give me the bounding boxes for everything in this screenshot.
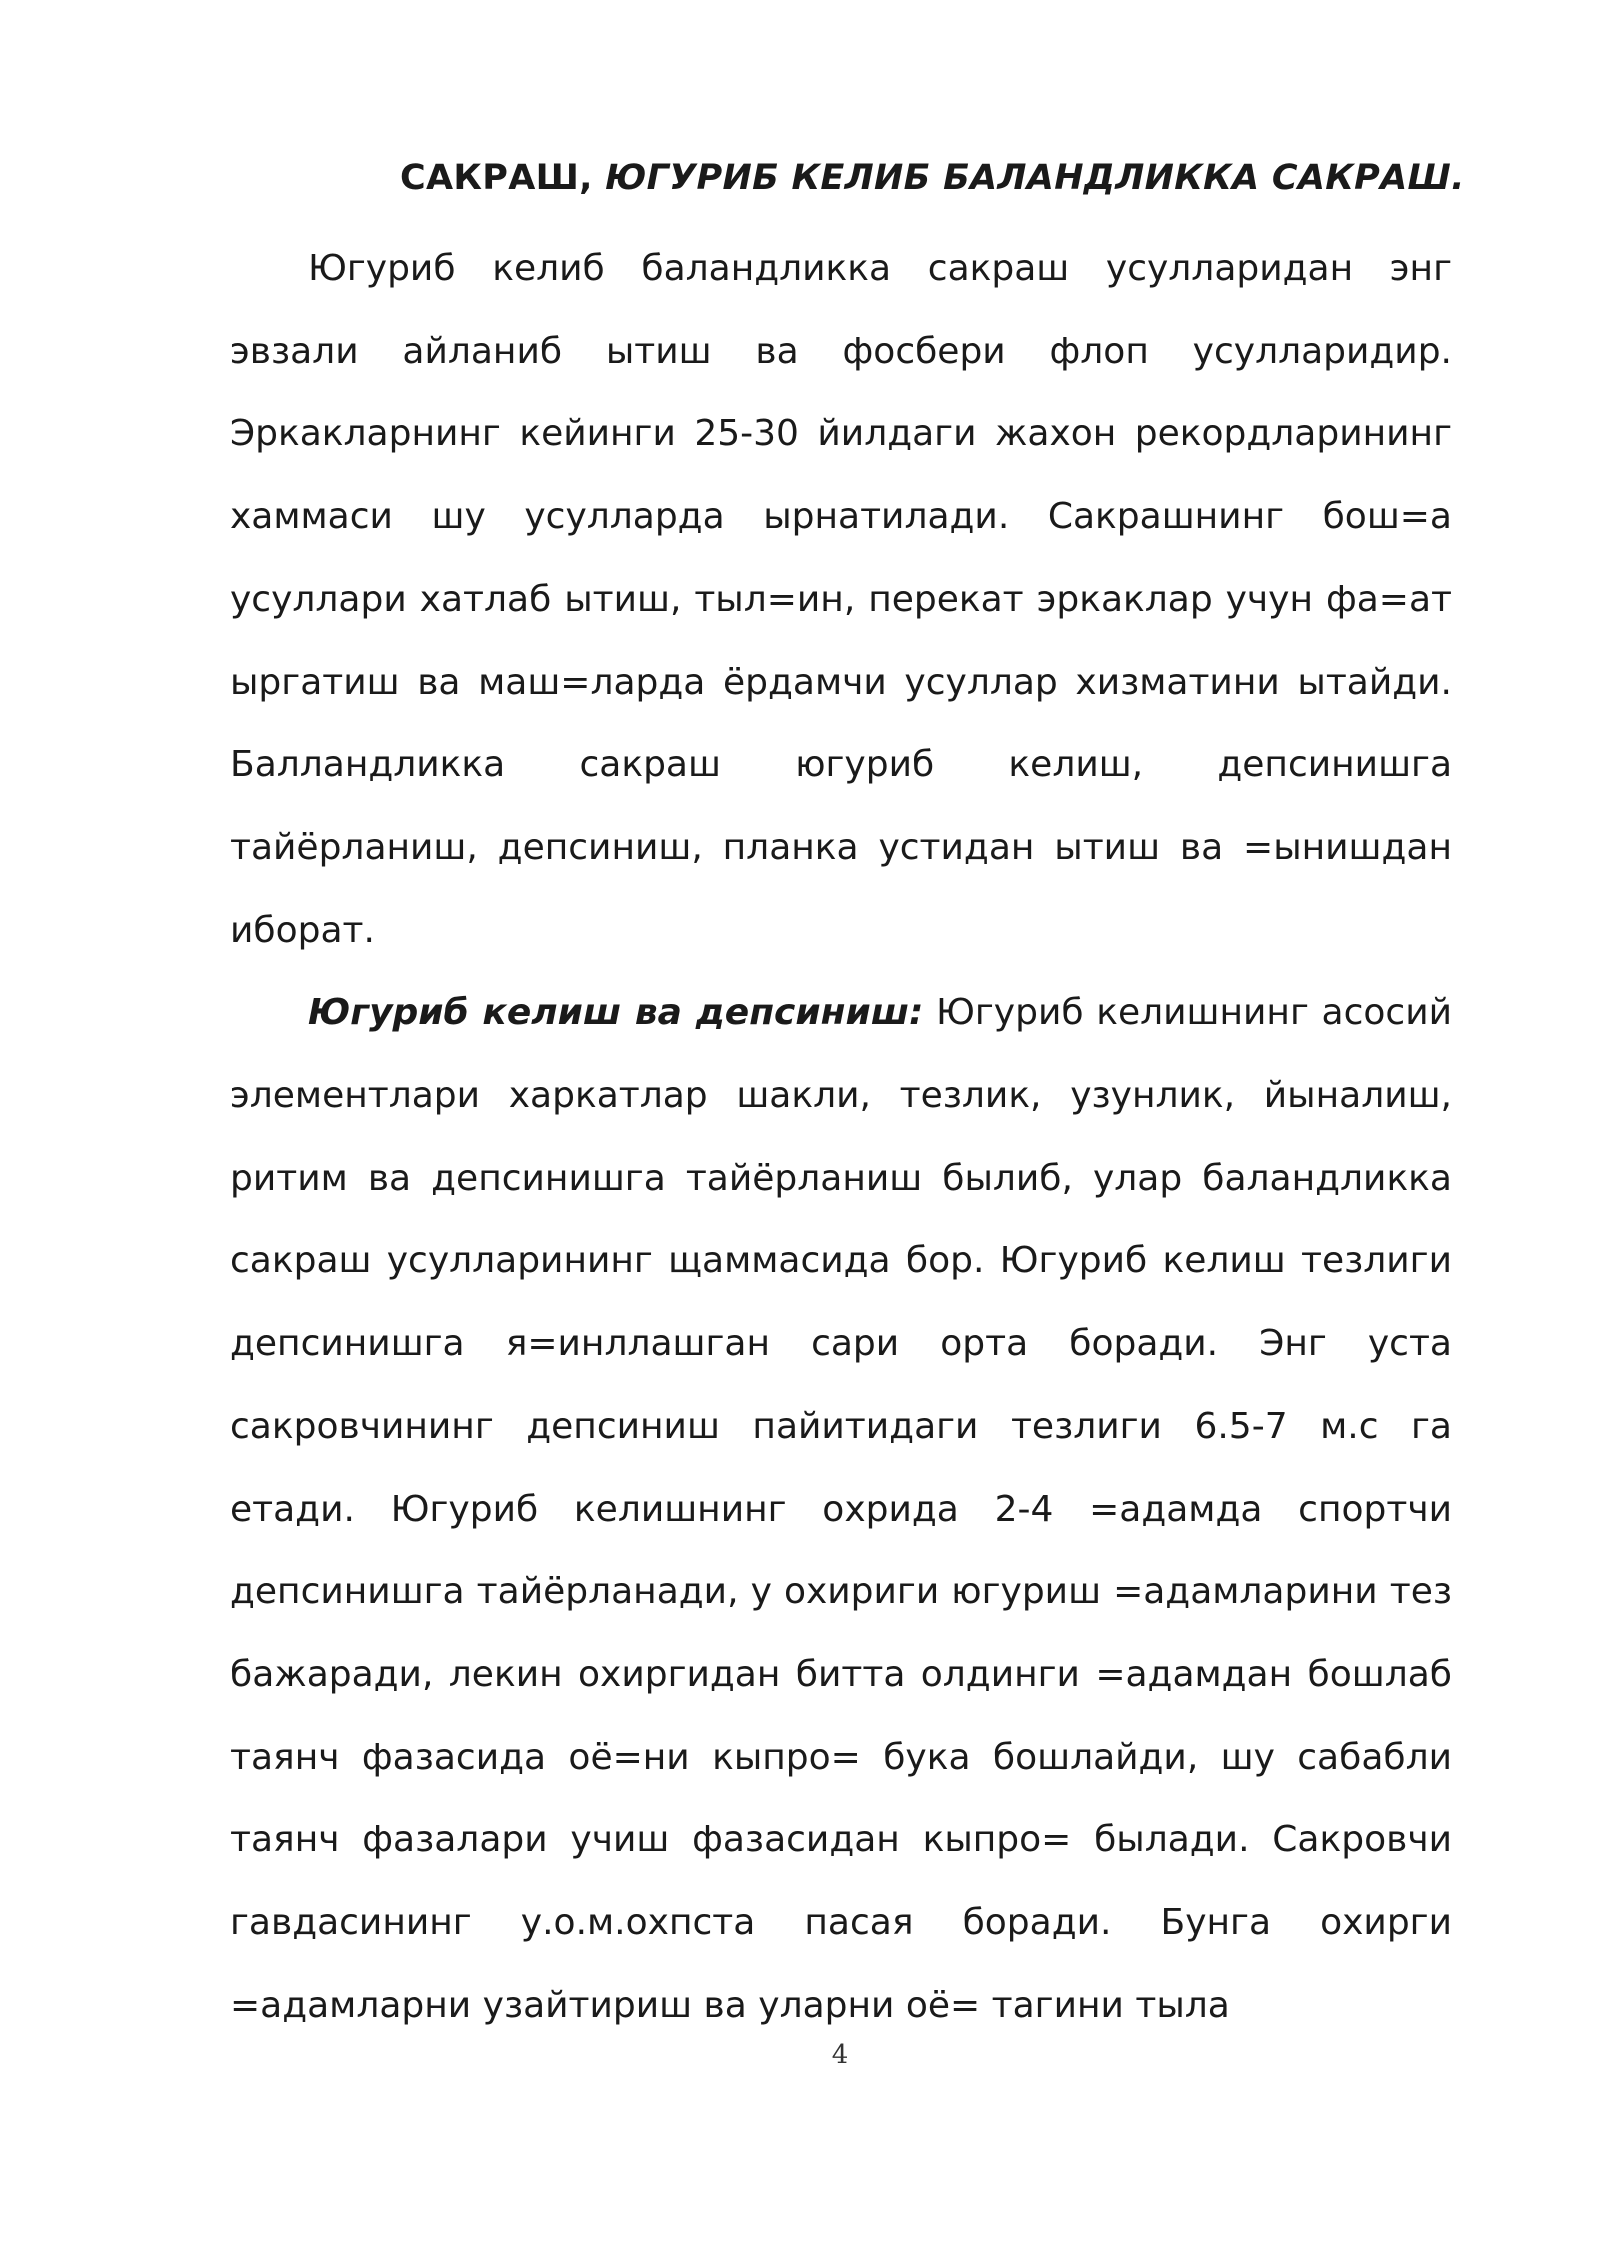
- paragraph-text: Югуриб келишнинг асосий элементлари харкатлар шакли, тезлик, узунлик, йыналиш, ритим ва депсинишга тайёрланиш былиб, улар баландликка сакраш усулларининг щаммасида бор. Югуриб келиш тезлиги депсинишга я=инллашган сари орта боради. Энг уста сакровчининг депсиниш пайитидаги тезлиги 6.5-7 м.с га етади. Югуриб келишнинг охрида 2-4 =адамда спортчи депсинишга тайёрланади, у охириги югуриш =адамларини тез бажаради, лекин охиргидан битта олдинги =адамдан бошлаб таянч фазасида оё=ни кыпро= бука бошлайди, шу сабабли таянч фазалари учиш фазасидан кыпро= былади. Сакровчи гавдасининг у.о.м.охпста пасая боради. Бунга охирги =адамларни узайтириш ва уларни оё= тагини тыла: [230, 992, 1452, 2026]
- body-text: [230, 228, 1452, 2047]
- paragraph: [230, 228, 1452, 972]
- paragraph-lead: Югуриб келиш ва депсиниш:: [308, 992, 924, 1034]
- page-title: [400, 158, 1465, 198]
- paragraph: [230, 972, 1452, 2047]
- paragraph-text: Югуриб келиб баландликка сакраш усулларидан энг эвзали айланиб ытиш ва фосбери флоп усулларидир. Эркакларнинг кейинги 25-30 йилдаги жахон рекордларининг хаммаси шу усулларда ырнатилади. Сакрашнинг бош=а усуллари хатлаб ытиш, тыл=ин, перекат эркаклар учун фа=ат ыргатиш ва маш=ларда ёрдамчи усуллар хизматини ытайди. Балландликка сакраш югуриб келиш, депсинишга тайёрланиш, депсиниш, планка устидан ытиш ва =ынишдан иборат.: [230, 248, 1452, 951]
- page-number: 4: [831, 2040, 849, 2070]
- title-lead: САКРАШ,: [400, 158, 606, 198]
- title-italic: ЮГУРИБ КЕЛИБ БАЛАНДЛИККА САКРАШ.: [605, 158, 1465, 198]
